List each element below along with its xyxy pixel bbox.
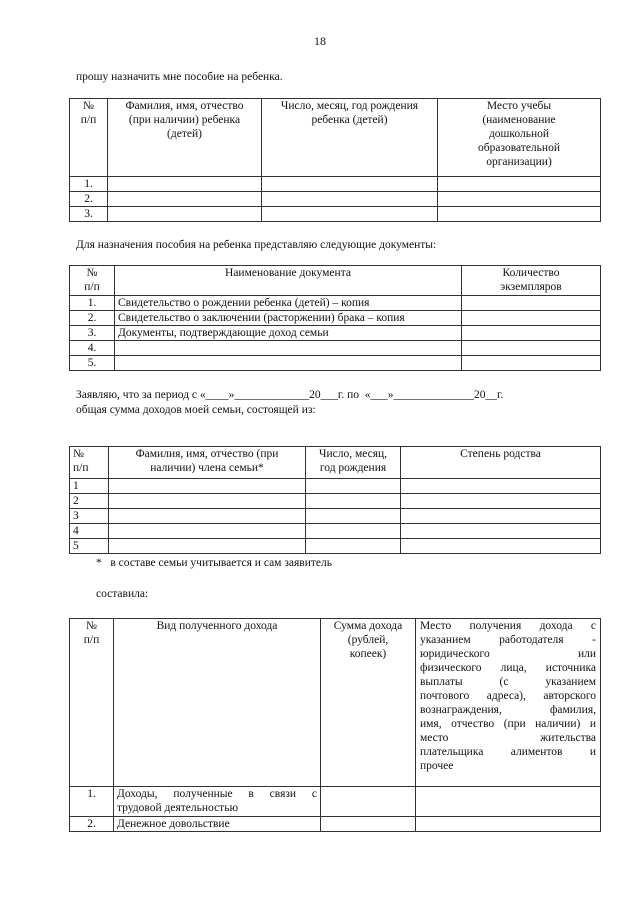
t4-sum-cell[interactable]	[321, 787, 416, 817]
t3-row-num: 2	[70, 494, 109, 509]
t4-header-type: Вид полученного дохода	[114, 619, 321, 787]
t4-place-line: юридического или	[420, 648, 596, 660]
t3-cell[interactable]	[401, 479, 601, 494]
table-row	[70, 494, 601, 509]
table-row	[70, 207, 601, 222]
t1-header-name: Фамилия, имя, отчество (при наличии) ребенка (детей)	[108, 99, 262, 177]
t1-header-num: № п/п	[70, 99, 108, 177]
t3-cell[interactable]	[306, 494, 401, 509]
t3-cell[interactable]	[306, 509, 401, 524]
footnote: * в составе семьи учитывается и сам заявитель	[96, 557, 332, 569]
table-row	[70, 524, 601, 539]
t3-row-num: 4	[70, 524, 109, 539]
t2-row-num: 4.	[70, 341, 115, 356]
t3-header-num: № п/п	[70, 447, 109, 479]
table-row	[70, 296, 601, 311]
t4-place-line: физического лица, источника	[420, 662, 596, 674]
t4-place-cell[interactable]	[416, 787, 601, 817]
t1-cell[interactable]	[108, 177, 262, 192]
t3-cell[interactable]	[109, 539, 306, 554]
t4-place-line: плательщика алиментов и	[420, 746, 596, 758]
t4-place-line: имя, отчество (при наличии) и	[420, 718, 596, 730]
t2-row-num: 5.	[70, 356, 115, 371]
t4-type-line: трудовой деятельностью	[117, 802, 239, 814]
page-number: 18	[314, 34, 326, 48]
t3-header-name: Фамилия, имя, отчество (при наличии) члена семьи*	[109, 447, 306, 479]
t4-place-line: прочее	[420, 760, 454, 772]
family-table	[69, 446, 601, 554]
t4-place-cell[interactable]	[416, 817, 601, 832]
children-table	[69, 98, 601, 222]
t1-cell[interactable]	[438, 207, 601, 222]
t3-header-relation: Степень родства	[401, 447, 601, 479]
t4-place-line: Место получения дохода с	[420, 620, 596, 632]
table-row	[70, 311, 601, 326]
t3-cell[interactable]	[306, 539, 401, 554]
table-row	[70, 479, 601, 494]
t2-header-count: Количество экземпляров	[462, 266, 601, 296]
declaration-family: общая сумма доходов моей семьи, состоящей из:	[76, 404, 316, 416]
t4-header-place	[416, 619, 601, 787]
table-row	[70, 192, 601, 207]
t1-row-num: 1.	[70, 177, 108, 192]
t1-cell[interactable]	[262, 192, 438, 207]
t4-type-line: Доходы, полученные в связи с	[117, 788, 317, 800]
t1-row-num: 2.	[70, 192, 108, 207]
table-row	[70, 539, 601, 554]
t1-header-dob: Число, месяц, год рождения ребенка (детей)	[262, 99, 438, 177]
t3-row-num: 5	[70, 539, 109, 554]
t2-header-num: № п/п	[70, 266, 115, 296]
t3-cell[interactable]	[401, 494, 601, 509]
t4-row-num: 1.	[70, 787, 114, 817]
t4-place-line: почтового адреса), авторского	[420, 690, 596, 702]
t3-cell[interactable]	[109, 494, 306, 509]
table-row	[70, 356, 601, 371]
t3-row-num: 3	[70, 509, 109, 524]
t3-cell[interactable]	[306, 479, 401, 494]
intro-line: прошу назначить мне пособие на ребенка.	[76, 71, 283, 83]
table-row	[70, 787, 601, 817]
t3-cell[interactable]	[401, 539, 601, 554]
t2-doc-name: Свидетельство о заключении (расторжении) брака – копия	[115, 311, 462, 326]
documents-intro: Для назначения пособия на ребенка представляю следующие документы:	[76, 239, 437, 251]
t3-cell[interactable]	[401, 524, 601, 539]
t3-cell[interactable]	[109, 509, 306, 524]
t1-cell[interactable]	[262, 207, 438, 222]
t1-header-school: Место учебы (наименование дошкольной образовательной организации)	[438, 99, 601, 177]
t4-income-type	[114, 787, 321, 817]
t4-place-line: выплаты (с указанием	[420, 676, 596, 688]
t1-cell[interactable]	[438, 192, 601, 207]
t1-cell[interactable]	[108, 207, 262, 222]
t2-count-cell[interactable]	[462, 341, 601, 356]
t2-count-cell[interactable]	[462, 296, 601, 311]
t4-header-num: № п/п	[70, 619, 114, 787]
table-row	[70, 326, 601, 341]
declaration-period: Заявляю, что за период с «____»_____________20___г. по «___»______________20__г.	[76, 389, 504, 401]
table-row	[70, 177, 601, 192]
t2-doc-name: Свидетельство о рождении ребенка (детей) – копия	[115, 296, 462, 311]
t3-header-dob: Число, месяц, год рождения	[306, 447, 401, 479]
t3-cell[interactable]	[401, 509, 601, 524]
t4-place-line: указанием работодателя -	[420, 634, 596, 646]
t4-sum-cell[interactable]	[321, 817, 416, 832]
t4-place-line: вознаграждения, фамилия,	[420, 704, 596, 716]
t2-doc-name[interactable]	[115, 341, 462, 356]
table-row	[70, 817, 601, 832]
t2-doc-name[interactable]	[115, 356, 462, 371]
t2-count-cell[interactable]	[462, 356, 601, 371]
t4-row-num: 2.	[70, 817, 114, 832]
t3-cell[interactable]	[306, 524, 401, 539]
t3-cell[interactable]	[109, 524, 306, 539]
t2-header-name: Наименование документа	[115, 266, 462, 296]
composed-label: составила:	[96, 588, 149, 600]
t2-count-cell[interactable]	[462, 311, 601, 326]
table-row	[70, 341, 601, 356]
t2-doc-name: Документы, подтверждающие доход семьи	[115, 326, 462, 341]
documents-table	[69, 265, 601, 371]
t1-row-num: 3.	[70, 207, 108, 222]
t4-header-sum: Сумма дохода (рублей, копеек)	[321, 619, 416, 787]
table-row	[70, 509, 601, 524]
t1-cell[interactable]	[108, 192, 262, 207]
t4-place-line: место жительства	[420, 732, 596, 744]
t4-income-type	[114, 817, 321, 832]
t2-row-num: 2.	[70, 311, 115, 326]
t1-cell[interactable]	[438, 177, 601, 192]
t3-row-num: 1	[70, 479, 109, 494]
income-table	[69, 618, 601, 832]
t2-count-cell[interactable]	[462, 326, 601, 341]
t3-cell[interactable]	[109, 479, 306, 494]
t4-type-line: Денежное довольствие	[117, 818, 230, 830]
t1-cell[interactable]	[262, 177, 438, 192]
t2-row-num: 3.	[70, 326, 115, 341]
t2-row-num: 1.	[70, 296, 115, 311]
